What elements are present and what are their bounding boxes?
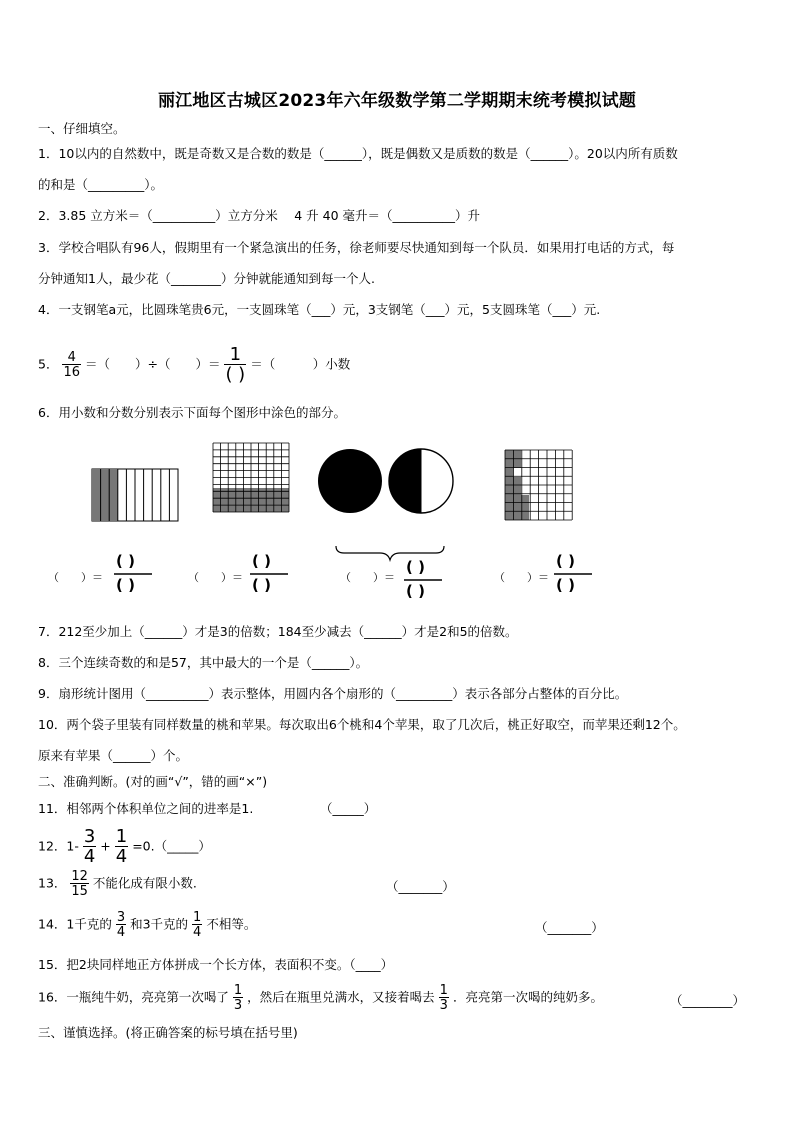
q6-answer-2-eq: （ ）＝	[188, 571, 243, 584]
question-9: 9．扇形统计图用（__________）表示整体，用圆内各个扇形的（_________）表示各部分占整体的百分比。	[38, 686, 628, 701]
svg-text:( ): ( )	[116, 552, 135, 570]
q6-figures	[0, 436, 794, 606]
question-10-line-1: 10．两个袋子里装有同样数量的桃和苹果。每次取出6个桃和4个苹果，取了几次后，桃正好取空，而苹果还剩12个。	[38, 717, 686, 732]
question-14-blank: （_______）	[535, 920, 604, 935]
question-16-blank: （________）	[670, 993, 746, 1008]
question-10-line-2: 原来有苹果（______）个。	[38, 748, 189, 763]
figure-circles	[318, 449, 453, 513]
question-3-line-2: 分钟通知1人，最少花（________）分钟就能通知到每一个人.	[38, 271, 375, 286]
question-1-line-2: 的和是（_________）。	[38, 177, 164, 192]
question-4: 4．一支钢笔a元，比圆珠笔贵6元，一支圆珠笔（___）元，3支钢笔（___）元，5支圆珠笔（___）元.	[38, 302, 601, 317]
question-16: 16．一瓶纯牛奶，亮亮第一次喝了 $\frac{1}{3}$ ，然后在瓶里兑满水，又接着喝去 $\frac{1}{3}$ ．亮亮第一次喝的纯奶多。	[38, 983, 603, 1013]
q5-fraction-1: $\frac{4}{16}$	[63, 350, 80, 380]
svg-text:( ): ( )	[406, 558, 425, 576]
question-1-line-1: 1．10以内的自然数中，既是奇数又是合数的数是（______），既是偶数又是质数的数是（______）。20以内所有质数	[38, 146, 678, 161]
q16-fraction-1: $\frac{1}{3}$	[233, 983, 243, 1013]
svg-text:( ): ( )	[252, 552, 271, 570]
section-1-heading: 一、仔细填空。	[38, 121, 126, 136]
q6-answer-1-eq: （ ）＝	[48, 571, 103, 584]
question-8: 8．三个连续奇数的和是57，其中最大的一个是（______）。	[38, 655, 369, 670]
q14-fraction-1: $\frac{3}{4}$	[116, 910, 126, 940]
svg-text:( ): ( )	[556, 552, 575, 570]
question-12: 12．1- $\frac{3}{4}$ + $\frac{1}{4}$ =0.（_____）	[38, 826, 211, 867]
q12-fraction-2: $\frac{1}{4}$	[115, 826, 128, 867]
q6-answer-3-eq: （ ）＝	[340, 571, 395, 584]
page-title: 丽江地区古城区2023年六年级数学第二学期期末统考模拟试题	[157, 91, 637, 111]
question-7: 7．212至少加上（______）才是3的倍数；184至少减去（______）才是2和5的倍数。	[38, 624, 518, 639]
figure-grid-small	[505, 450, 572, 520]
svg-text:( ): ( )	[116, 576, 135, 594]
question-6: 6．用小数和分数分别表示下面每个图形中涂色的部分。	[38, 405, 346, 420]
q6-answer-2-fraction	[250, 552, 288, 594]
question-11: 11．相邻两个体积单位之间的进率是1.	[38, 801, 254, 816]
q6-answer-4-fraction	[554, 552, 592, 594]
q6-brace	[336, 546, 444, 560]
q5-end: ＝（ ）小数	[250, 356, 351, 372]
figure-grid-hundred	[213, 443, 289, 512]
q5-number: 5．	[38, 356, 59, 372]
svg-text:( ): ( )	[556, 576, 575, 594]
q12-fraction-1: $\frac{3}{4}$	[83, 826, 96, 867]
q14-fraction-2: $\frac{1}{4}$	[193, 910, 202, 940]
question-3-line-1: 3．学校合唱队有96人，假期里有一个紧急演出的任务，徐老师要尽快通知到每一个队员．如果用打电话的方式，每	[38, 240, 675, 255]
q6-answer-3-fraction	[404, 558, 442, 600]
figure-rect-strips	[92, 469, 178, 521]
question-11-blank: （_____）	[320, 801, 377, 816]
question-13: 13． $\frac{12}{15}$ 不能化成有限小数.	[38, 869, 197, 899]
svg-text:( ): ( )	[406, 582, 425, 600]
q16-fraction-2: $\frac{1}{3}$	[439, 983, 448, 1013]
question-2: 2．3.85 立方米＝（__________）立方分米 4 升 40 毫升＝（__________）升	[38, 208, 481, 223]
question-14: 14．1千克的 $\frac{3}{4}$ 和3千克的 $\frac{1}{4}$ 不相等。	[38, 910, 257, 940]
q5-fraction-2: $\frac{1}{( )}$	[225, 344, 246, 385]
q13-fraction: $\frac{12}{15}$	[71, 869, 88, 899]
section-3-heading: 三、谨慎选择。(将正确答案的标号填在括号里)	[38, 1025, 298, 1040]
q5-middle: ＝（ ）÷（ ）＝	[84, 356, 221, 372]
svg-text:( ): ( )	[252, 576, 271, 594]
section-2-heading: 二、准确判断。(对的画“√”，错的画“×”)	[38, 774, 268, 789]
q6-answer-4-eq: （ ）＝	[494, 571, 549, 584]
q6-answer-1-fraction	[114, 552, 152, 594]
question-13-blank: （_______）	[386, 879, 455, 894]
question-15: 15．把2块同样地正方体拼成一个长方体，表面积不变。（____）	[38, 957, 394, 972]
question-5	[38, 346, 350, 384]
